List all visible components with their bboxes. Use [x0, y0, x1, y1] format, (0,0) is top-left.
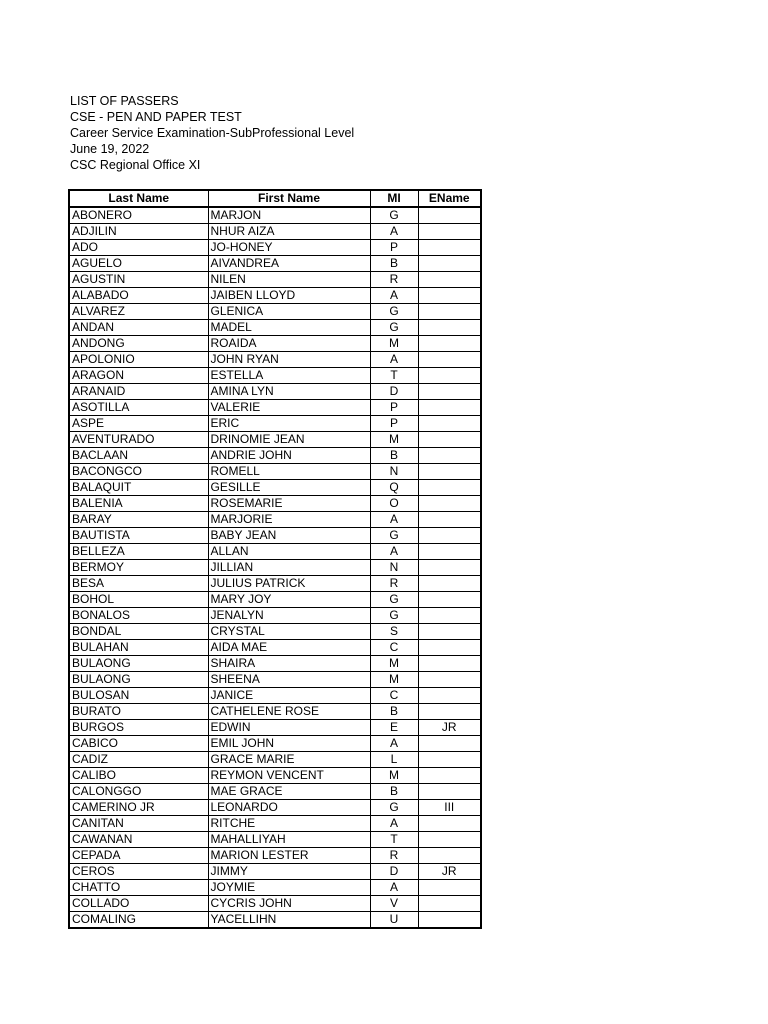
- mi-cell: S: [370, 624, 418, 640]
- mi-cell: G: [370, 592, 418, 608]
- last-name-cell: CEPADA: [69, 848, 208, 864]
- first-name-cell: SHAIRA: [208, 656, 370, 672]
- mi-cell: Q: [370, 480, 418, 496]
- table-row: [69, 240, 481, 256]
- mi-cell: A: [370, 352, 418, 368]
- first-name-cell: YACELLIHN: [208, 912, 370, 929]
- mi-cell: R: [370, 848, 418, 864]
- ename-cell: [418, 544, 481, 560]
- ename-cell: [418, 288, 481, 304]
- last-name-cell: AGUELO: [69, 256, 208, 272]
- ename-cell: [418, 752, 481, 768]
- column-header-first-name: First Name: [208, 190, 370, 207]
- first-name-cell: MADEL: [208, 320, 370, 336]
- first-name-cell: NHUR AIZA: [208, 224, 370, 240]
- mi-cell: G: [370, 608, 418, 624]
- first-name-cell: RITCHE: [208, 816, 370, 832]
- table-row: [69, 207, 481, 224]
- ename-cell: [418, 512, 481, 528]
- mi-cell: N: [370, 464, 418, 480]
- table-row: [69, 432, 481, 448]
- last-name-cell: CAWANAN: [69, 832, 208, 848]
- mi-cell: A: [370, 816, 418, 832]
- table-row: [69, 256, 481, 272]
- mi-cell: P: [370, 416, 418, 432]
- last-name-cell: BESA: [69, 576, 208, 592]
- ename-cell: [418, 304, 481, 320]
- first-name-cell: MAE GRACE: [208, 784, 370, 800]
- table-row: [69, 352, 481, 368]
- table-row: [69, 416, 481, 432]
- table-row: [69, 368, 481, 384]
- mi-cell: C: [370, 688, 418, 704]
- first-name-cell: ESTELLA: [208, 368, 370, 384]
- last-name-cell: APOLONIO: [69, 352, 208, 368]
- table-row: [69, 688, 481, 704]
- table-row: [69, 624, 481, 640]
- mi-cell: G: [370, 528, 418, 544]
- mi-cell: R: [370, 576, 418, 592]
- last-name-cell: BURATO: [69, 704, 208, 720]
- table-row: [69, 400, 481, 416]
- column-header-last-name: Last Name: [69, 190, 208, 207]
- last-name-cell: ARANAID: [69, 384, 208, 400]
- ename-cell: [418, 912, 481, 929]
- mi-cell: M: [370, 336, 418, 352]
- last-name-cell: ASPE: [69, 416, 208, 432]
- first-name-cell: JOHN RYAN: [208, 352, 370, 368]
- mi-cell: B: [370, 704, 418, 720]
- ename-cell: [418, 384, 481, 400]
- ename-cell: [418, 784, 481, 800]
- first-name-cell: DRINOMIE JEAN: [208, 432, 370, 448]
- last-name-cell: CADIZ: [69, 752, 208, 768]
- first-name-cell: MARION LESTER: [208, 848, 370, 864]
- ename-cell: [418, 576, 481, 592]
- table-row: [69, 816, 481, 832]
- last-name-cell: COLLADO: [69, 896, 208, 912]
- ename-cell: JR: [418, 864, 481, 880]
- last-name-cell: ADO: [69, 240, 208, 256]
- last-name-cell: ALVAREZ: [69, 304, 208, 320]
- last-name-cell: CABICO: [69, 736, 208, 752]
- last-name-cell: AVENTURADO: [69, 432, 208, 448]
- ename-cell: III: [418, 800, 481, 816]
- column-header-ename: EName: [418, 190, 481, 207]
- mi-cell: P: [370, 240, 418, 256]
- last-name-cell: ASOTILLA: [69, 400, 208, 416]
- first-name-cell: ROAIDA: [208, 336, 370, 352]
- ename-cell: [418, 416, 481, 432]
- mi-cell: A: [370, 288, 418, 304]
- table-row: [69, 880, 481, 896]
- regional-office: CSC Regional Office XI: [70, 158, 201, 172]
- ename-cell: [418, 624, 481, 640]
- last-name-cell: BACLAAN: [69, 448, 208, 464]
- table-row: [69, 912, 481, 929]
- mi-cell: A: [370, 880, 418, 896]
- mi-cell: E: [370, 720, 418, 736]
- table-row: [69, 752, 481, 768]
- last-name-cell: CHATTO: [69, 880, 208, 896]
- ename-cell: [418, 656, 481, 672]
- last-name-cell: ANDONG: [69, 336, 208, 352]
- ename-cell: [418, 496, 481, 512]
- last-name-cell: BALAQUIT: [69, 480, 208, 496]
- last-name-cell: BALENIA: [69, 496, 208, 512]
- first-name-cell: JOYMIE: [208, 880, 370, 896]
- first-name-cell: ALLAN: [208, 544, 370, 560]
- table-row: [69, 784, 481, 800]
- ename-cell: [418, 256, 481, 272]
- table-row: [69, 560, 481, 576]
- ename-cell: [418, 400, 481, 416]
- ename-cell: [418, 464, 481, 480]
- ename-cell: [418, 432, 481, 448]
- table-row: [69, 496, 481, 512]
- table-row: [69, 336, 481, 352]
- first-name-cell: CATHELENE ROSE: [208, 704, 370, 720]
- last-name-cell: CANITAN: [69, 816, 208, 832]
- table-row: [69, 736, 481, 752]
- first-name-cell: GRACE MARIE: [208, 752, 370, 768]
- first-name-cell: VALERIE: [208, 400, 370, 416]
- table-row: [69, 320, 481, 336]
- ename-cell: [418, 704, 481, 720]
- test-type: CSE - PEN AND PAPER TEST: [70, 110, 242, 124]
- ename-cell: [418, 207, 481, 224]
- last-name-cell: BURGOS: [69, 720, 208, 736]
- first-name-cell: LEONARDO: [208, 800, 370, 816]
- last-name-cell: BONDAL: [69, 624, 208, 640]
- mi-cell: B: [370, 448, 418, 464]
- table-row: [69, 512, 481, 528]
- first-name-cell: ROSEMARIE: [208, 496, 370, 512]
- first-name-cell: JILLIAN: [208, 560, 370, 576]
- ename-cell: [418, 240, 481, 256]
- first-name-cell: MARJORIE: [208, 512, 370, 528]
- first-name-cell: JIMMY: [208, 864, 370, 880]
- ename-cell: [418, 816, 481, 832]
- first-name-cell: CRYSTAL: [208, 624, 370, 640]
- mi-cell: B: [370, 784, 418, 800]
- last-name-cell: BULOSAN: [69, 688, 208, 704]
- ename-cell: [418, 736, 481, 752]
- mi-cell: M: [370, 768, 418, 784]
- last-name-cell: ADJILIN: [69, 224, 208, 240]
- last-name-cell: BOHOL: [69, 592, 208, 608]
- first-name-cell: JENALYN: [208, 608, 370, 624]
- last-name-cell: CALIBO: [69, 768, 208, 784]
- mi-cell: G: [370, 800, 418, 816]
- first-name-cell: JAIBEN LLOYD: [208, 288, 370, 304]
- mi-cell: P: [370, 400, 418, 416]
- ename-cell: [418, 640, 481, 656]
- last-name-cell: BELLEZA: [69, 544, 208, 560]
- last-name-cell: ALABADO: [69, 288, 208, 304]
- document-header: [70, 93, 354, 173]
- first-name-cell: ROMELL: [208, 464, 370, 480]
- ename-cell: JR: [418, 720, 481, 736]
- last-name-cell: BAUTISTA: [69, 528, 208, 544]
- table-row: [69, 672, 481, 688]
- table-header-row: [69, 190, 481, 207]
- mi-cell: U: [370, 912, 418, 929]
- table-row: [69, 896, 481, 912]
- table-row: [69, 304, 481, 320]
- table-row: [69, 576, 481, 592]
- table-row: [69, 592, 481, 608]
- last-name-cell: COMALING: [69, 912, 208, 929]
- ename-cell: [418, 320, 481, 336]
- ename-cell: [418, 352, 481, 368]
- table-row: [69, 656, 481, 672]
- mi-cell: G: [370, 207, 418, 224]
- first-name-cell: BABY JEAN: [208, 528, 370, 544]
- mi-cell: N: [370, 560, 418, 576]
- first-name-cell: SHEENA: [208, 672, 370, 688]
- ename-cell: [418, 272, 481, 288]
- exam-date: June 19, 2022: [70, 142, 150, 156]
- first-name-cell: JULIUS PATRICK: [208, 576, 370, 592]
- last-name-cell: BULAONG: [69, 672, 208, 688]
- first-name-cell: JANICE: [208, 688, 370, 704]
- ename-cell: [418, 336, 481, 352]
- table-row: [69, 800, 481, 816]
- table-row: [69, 224, 481, 240]
- mi-cell: C: [370, 640, 418, 656]
- ename-cell: [418, 528, 481, 544]
- table-row: [69, 272, 481, 288]
- last-name-cell: BACONGCO: [69, 464, 208, 480]
- table-row: [69, 832, 481, 848]
- ename-cell: [418, 880, 481, 896]
- table-row: [69, 704, 481, 720]
- ename-cell: [418, 672, 481, 688]
- last-name-cell: BARAY: [69, 512, 208, 528]
- last-name-cell: ANDAN: [69, 320, 208, 336]
- ename-cell: [418, 368, 481, 384]
- mi-cell: M: [370, 656, 418, 672]
- first-name-cell: MARJON: [208, 207, 370, 224]
- table-row: [69, 848, 481, 864]
- mi-cell: O: [370, 496, 418, 512]
- first-name-cell: AMINA LYN: [208, 384, 370, 400]
- column-header-mi: MI: [370, 190, 418, 207]
- last-name-cell: CAMERINO JR: [69, 800, 208, 816]
- mi-cell: D: [370, 864, 418, 880]
- last-name-cell: ARAGON: [69, 368, 208, 384]
- mi-cell: D: [370, 384, 418, 400]
- mi-cell: M: [370, 672, 418, 688]
- ename-cell: [418, 832, 481, 848]
- mi-cell: A: [370, 544, 418, 560]
- last-name-cell: CALONGGO: [69, 784, 208, 800]
- first-name-cell: MARY JOY: [208, 592, 370, 608]
- table-row: [69, 448, 481, 464]
- first-name-cell: AIDA MAE: [208, 640, 370, 656]
- ename-cell: [418, 480, 481, 496]
- ename-cell: [418, 448, 481, 464]
- first-name-cell: CYCRIS JOHN: [208, 896, 370, 912]
- first-name-cell: MAHALLIYAH: [208, 832, 370, 848]
- first-name-cell: GLENICA: [208, 304, 370, 320]
- last-name-cell: AGUSTIN: [69, 272, 208, 288]
- mi-cell: A: [370, 512, 418, 528]
- table-row: [69, 480, 481, 496]
- mi-cell: A: [370, 224, 418, 240]
- mi-cell: V: [370, 896, 418, 912]
- ename-cell: [418, 896, 481, 912]
- first-name-cell: NILEN: [208, 272, 370, 288]
- ename-cell: [418, 560, 481, 576]
- table-row: [69, 640, 481, 656]
- mi-cell: T: [370, 832, 418, 848]
- first-name-cell: AIVANDREA: [208, 256, 370, 272]
- list-title: LIST OF PASSERS: [70, 94, 179, 108]
- mi-cell: G: [370, 320, 418, 336]
- last-name-cell: CEROS: [69, 864, 208, 880]
- ename-cell: [418, 608, 481, 624]
- first-name-cell: JO-HONEY: [208, 240, 370, 256]
- table-row: [69, 768, 481, 784]
- table-row: [69, 864, 481, 880]
- first-name-cell: EDWIN: [208, 720, 370, 736]
- last-name-cell: ABONERO: [69, 207, 208, 224]
- last-name-cell: BONALOS: [69, 608, 208, 624]
- ename-cell: [418, 592, 481, 608]
- first-name-cell: EMIL JOHN: [208, 736, 370, 752]
- mi-cell: A: [370, 736, 418, 752]
- ename-cell: [418, 688, 481, 704]
- mi-cell: B: [370, 256, 418, 272]
- mi-cell: R: [370, 272, 418, 288]
- ename-cell: [418, 224, 481, 240]
- ename-cell: [418, 768, 481, 784]
- table-row: [69, 528, 481, 544]
- mi-cell: T: [370, 368, 418, 384]
- passers-table: [68, 189, 482, 929]
- table-row: [69, 464, 481, 480]
- exam-level: Career Service Examination-SubProfessional Level: [70, 126, 355, 140]
- last-name-cell: BULAONG: [69, 656, 208, 672]
- table-row: [69, 544, 481, 560]
- table-row: [69, 720, 481, 736]
- mi-cell: M: [370, 432, 418, 448]
- first-name-cell: ERIC: [208, 416, 370, 432]
- first-name-cell: GESILLE: [208, 480, 370, 496]
- first-name-cell: REYMON VENCENT: [208, 768, 370, 784]
- table-row: [69, 608, 481, 624]
- last-name-cell: BULAHAN: [69, 640, 208, 656]
- table-row: [69, 384, 481, 400]
- first-name-cell: ANDRIE JOHN: [208, 448, 370, 464]
- mi-cell: L: [370, 752, 418, 768]
- last-name-cell: BERMOY: [69, 560, 208, 576]
- mi-cell: G: [370, 304, 418, 320]
- ename-cell: [418, 848, 481, 864]
- table-row: [69, 288, 481, 304]
